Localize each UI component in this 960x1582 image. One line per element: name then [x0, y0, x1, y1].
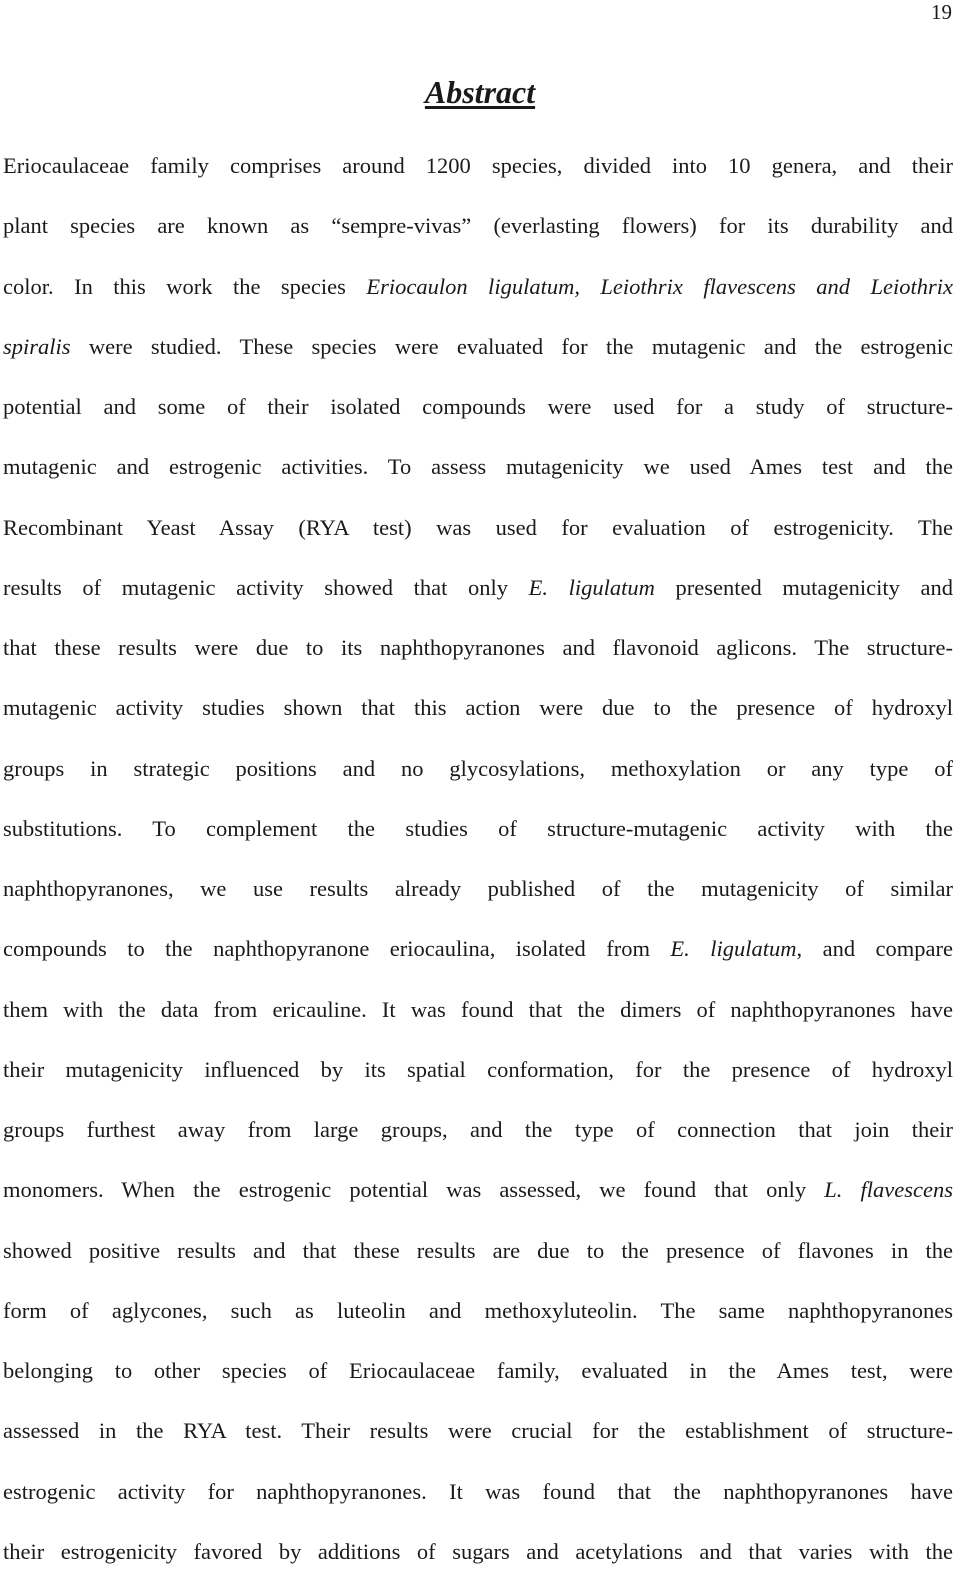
species-name: E. ligulatum	[670, 936, 797, 962]
line-text: their mutagenicity influenced by its spatial conformation, for the presence of hydroxyl	[3, 1056, 953, 1082]
line-text: groups furthest away from large groups, and the type of connection that join their	[3, 1117, 953, 1142]
text-line	[3, 919, 953, 979]
text-line	[3, 980, 953, 1040]
species-name: L. flavescens	[824, 1177, 953, 1203]
line-text: groups in strategic positions and no glycosylations, methoxylation or any type of	[3, 755, 953, 781]
line-text: Eriocaulaceae family comprises around 1200 species, divided into 10 genera, and their	[3, 153, 953, 178]
line-text: that these results were due to its naphthopyranones and flavonoid aglicons. The structure-	[3, 635, 953, 660]
text-line	[3, 1522, 953, 1582]
text-line	[3, 678, 953, 738]
line-text: Recombinant Yeast Assay (RYA test) was used for evaluation of estrogenicity. The	[3, 514, 953, 540]
text-line	[3, 799, 953, 859]
line-text: potential and some of their isolated compounds were used for a study of structure-	[3, 394, 953, 419]
text-line	[3, 136, 953, 196]
text-line	[3, 1462, 953, 1522]
text-line	[3, 1100, 953, 1160]
line-text: compounds to the naphthopyranone eriocaulina, isolated from	[3, 936, 671, 962]
line-text: belonging to other species of Eriocaulaceae family, evaluated in the Ames test, were	[3, 1358, 953, 1383]
text-line	[3, 1341, 953, 1401]
line-text: them with the data from ericauline. It was found that the dimers of naphthopyranones have	[3, 996, 953, 1022]
text-line	[3, 618, 953, 678]
line-text: estrogenic activity for naphthopyranones. It was found that the naphthopyranones have	[3, 1478, 953, 1504]
line-text: mutagenic and estrogenic activities. To assess mutagenicity we used Ames test and the	[3, 454, 953, 480]
line-text: monomers. When the estrogenic potential was assessed, we found that only	[3, 1177, 825, 1203]
line-text: presented mutagenicity and	[654, 574, 953, 600]
text-line	[3, 1221, 953, 1281]
page-number: 19	[931, 0, 952, 24]
species-name: Eriocaulon ligulatum, Leiothrix flavescens and Leiothrix	[366, 273, 953, 299]
text-line	[3, 317, 953, 377]
species-name: spiralis	[3, 333, 71, 359]
species-name: E. ligulatum	[528, 574, 655, 600]
line-text: were studied. These species were evaluated for the mutagenic and the estrogenic	[70, 333, 953, 359]
line-text: plant species are known as “sempre-vivas” (everlasting flowers) for its durability and	[3, 213, 953, 239]
line-text: assessed in the RYA test. Their results were crucial for the establishment of structure-	[3, 1418, 953, 1444]
line-text: color. In this work the species	[3, 273, 367, 299]
text-line	[3, 1401, 953, 1461]
line-text: , and compare	[796, 936, 953, 962]
line-text: form of aglycones, such as luteolin and methoxyluteolin. The same naphthopyranones	[3, 1297, 953, 1323]
text-line	[3, 1160, 953, 1220]
text-line	[3, 859, 953, 919]
text-line	[3, 437, 953, 497]
abstract-title: Abstract	[424, 74, 536, 110]
abstract-body	[3, 136, 953, 1582]
line-text: mutagenic activity studies shown that this action were due to the presence of hydroxyl	[3, 695, 953, 721]
text-line	[3, 257, 953, 317]
text-line	[3, 196, 953, 256]
text-line	[3, 498, 953, 558]
line-text: showed positive results and that these results are due to the presence of flavones in the	[3, 1237, 953, 1263]
text-line	[3, 1040, 953, 1100]
text-line	[3, 558, 953, 618]
line-text: substitutions. To complement the studies of structure-mutagenic activity with the	[3, 815, 953, 841]
line-text: results of mutagenic activity showed that only	[3, 574, 529, 600]
text-line	[3, 739, 953, 799]
text-line	[3, 377, 953, 437]
text-line	[3, 1281, 953, 1341]
line-text: their estrogenicity favored by additions of sugars and acetylations and that varies with the	[3, 1538, 953, 1564]
line-text: naphthopyranones, we use results already published of the mutagenicity of similar	[3, 876, 953, 901]
